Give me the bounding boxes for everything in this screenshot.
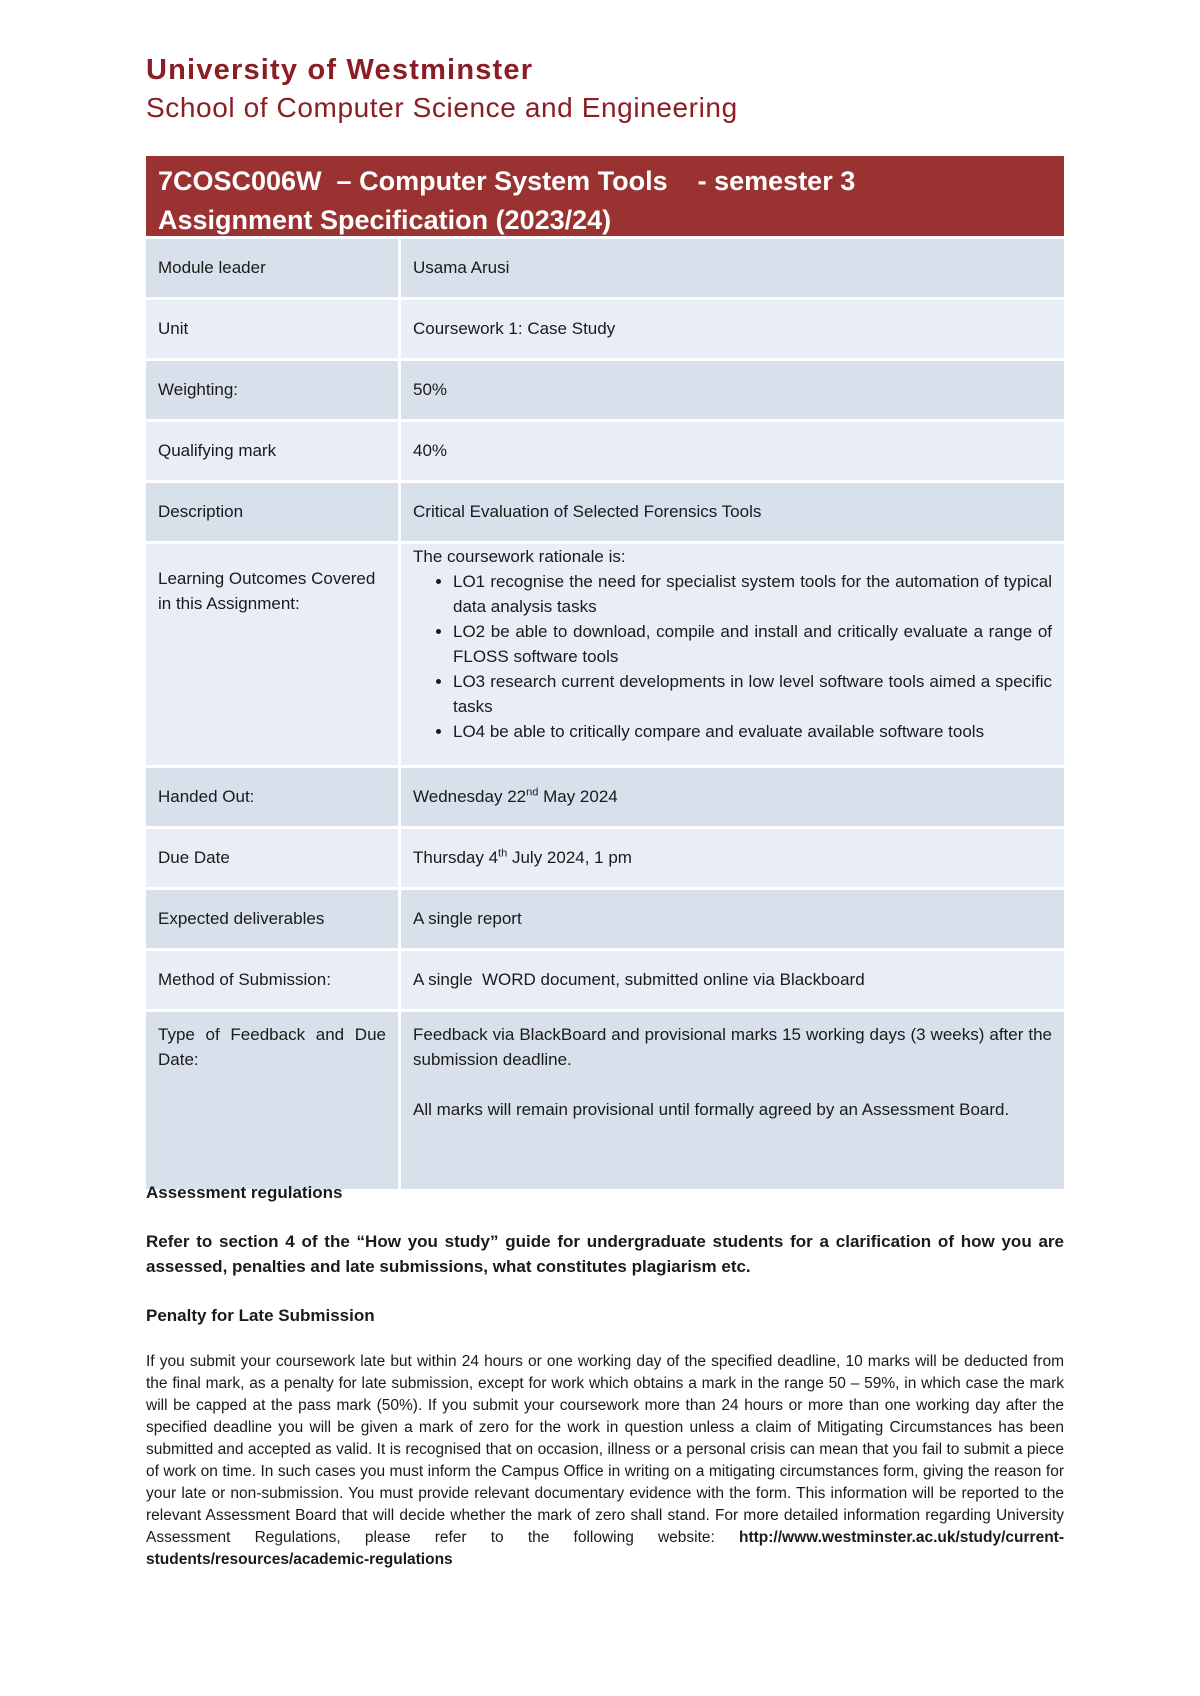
table-row [146,767,1064,828]
due-date-value [400,828,1065,889]
table-row [146,360,1064,421]
feedback-label: Type of Feedback and Due Date: [146,1011,400,1191]
regulations-link[interactable]: http://www.westminster.ac.uk/study/current-students/resources/academic-regulations [146,1529,1064,1568]
module-leader-label: Module leader [146,239,400,299]
late-submission-body: If you submit your coursework late but within 24 hours or one working day of the specified deadline, 10 marks will be deducted from the final mark, as a penalty for late submission, except for work which obtains a mark in the range 50 – 59%, in which case the mark will be capped at the pass mark (50%). If you submit your coursework more than 24 hours or more than one working day after the specified deadline you will be given a mark of zero for the work in question unless a claim of Mitigating Circumstances has been submitted and accepted as valid. It is recognised that on occasion, illness or a personal crisis can mean that you fail to submit a piece of work on time. In such cases you must inform the Campus Office in writing on a mitigating circumstances form, giving the reason for your late or non-submission. You must provide relevant documentary evidence with the form. This information will be reported to the relevant Assessment Board that will decide whether the mark of zero shall stand. For more detailed information regarding University Assessment Regulations, please refer to the following website: [146,1353,1064,1546]
table-row [146,299,1064,360]
unit-value: Coursework 1: Case Study [400,299,1065,360]
specification-title-line: Assignment Specification (2023/24) [158,205,612,235]
learning-outcome-item: • LO2 be able to download, compile and install and critically evaluate a range of FLOSS software tools [453,619,1052,669]
learning-outcomes-intro: The coursework rationale is: [413,547,626,566]
description-label: Description [146,482,400,543]
handed-out-day: Wednesday 22 [413,787,527,806]
submission-method-label: Method of Submission: [146,950,400,1011]
learning-outcome-item: • LO1 recognise the need for specialist system tools for the automation of typical data analysis tasks [453,569,1052,619]
module-title-line: 7COSC006W – Computer System Tools - semester 3 [158,166,856,196]
assessment-regulations-text: Refer to section 4 of the “How you study” guide for undergraduate students for a clarification of how you are assessed, penalties and late submissions, what constitutes plagiarism etc. [146,1232,1064,1276]
assignment-spec-table [146,239,1064,1192]
learning-outcome-item: • LO4 be able to critically compare and evaluate available software tools [453,719,1052,744]
learning-outcomes-list [413,569,1052,744]
deliverables-label: Expected deliverables [146,889,400,950]
learning-outcomes-value [400,543,1065,767]
submission-method-value: A single WORD document, submitted online via Blackboard [400,950,1065,1011]
feedback-provisional-note: All marks will remain provisional until formally agreed by an Assessment Board. [413,1100,1010,1119]
qualifying-mark-value: 40% [400,421,1065,482]
weighting-label: Weighting: [146,360,400,421]
learning-outcomes-label: Learning Outcomes Covered in this Assignment: [146,543,400,767]
table-row [146,889,1064,950]
late-submission-heading: Penalty for Late Submission [146,1306,375,1325]
due-date-day: Thursday 4 [413,848,499,867]
university-name: University of Westminster [146,54,534,86]
qualifying-mark-label: Qualifying mark [146,421,400,482]
table-row [146,239,1064,299]
due-date-suffix: th [498,847,508,860]
module-leader-value: Usama Arusi [400,239,1065,299]
handed-out-value [400,767,1065,828]
description-value: Critical Evaluation of Selected Forensics Tools [400,482,1065,543]
assessment-regulations-heading: Assessment regulations [146,1183,343,1202]
due-date-label: Due Date [146,828,400,889]
module-title-banner [146,156,1064,236]
handed-out-label: Handed Out: [146,767,400,828]
late-submission-text [146,1351,1064,1571]
school-name: School of Computer Science and Engineering [146,92,738,123]
deliverables-value: A single report [400,889,1065,950]
learning-outcome-item: • LO3 research current developments in low level software tools aimed a specific tasks [453,669,1052,719]
due-date-rest: July 2024, 1 pm [507,848,632,867]
table-row [146,1011,1064,1191]
table-row [146,828,1064,889]
handed-out-month: May 2024 [538,787,618,806]
unit-label: Unit [146,299,400,360]
table-row [146,421,1064,482]
weighting-value: 50% [400,360,1065,421]
table-row [146,543,1064,767]
table-row [146,482,1064,543]
feedback-value [400,1011,1065,1191]
table-row [146,950,1064,1011]
handed-out-suffix: nd [526,786,539,799]
feedback-text: Feedback via BlackBoard and provisional marks 15 working days (3 weeks) after the submission deadline. [413,1025,1052,1069]
